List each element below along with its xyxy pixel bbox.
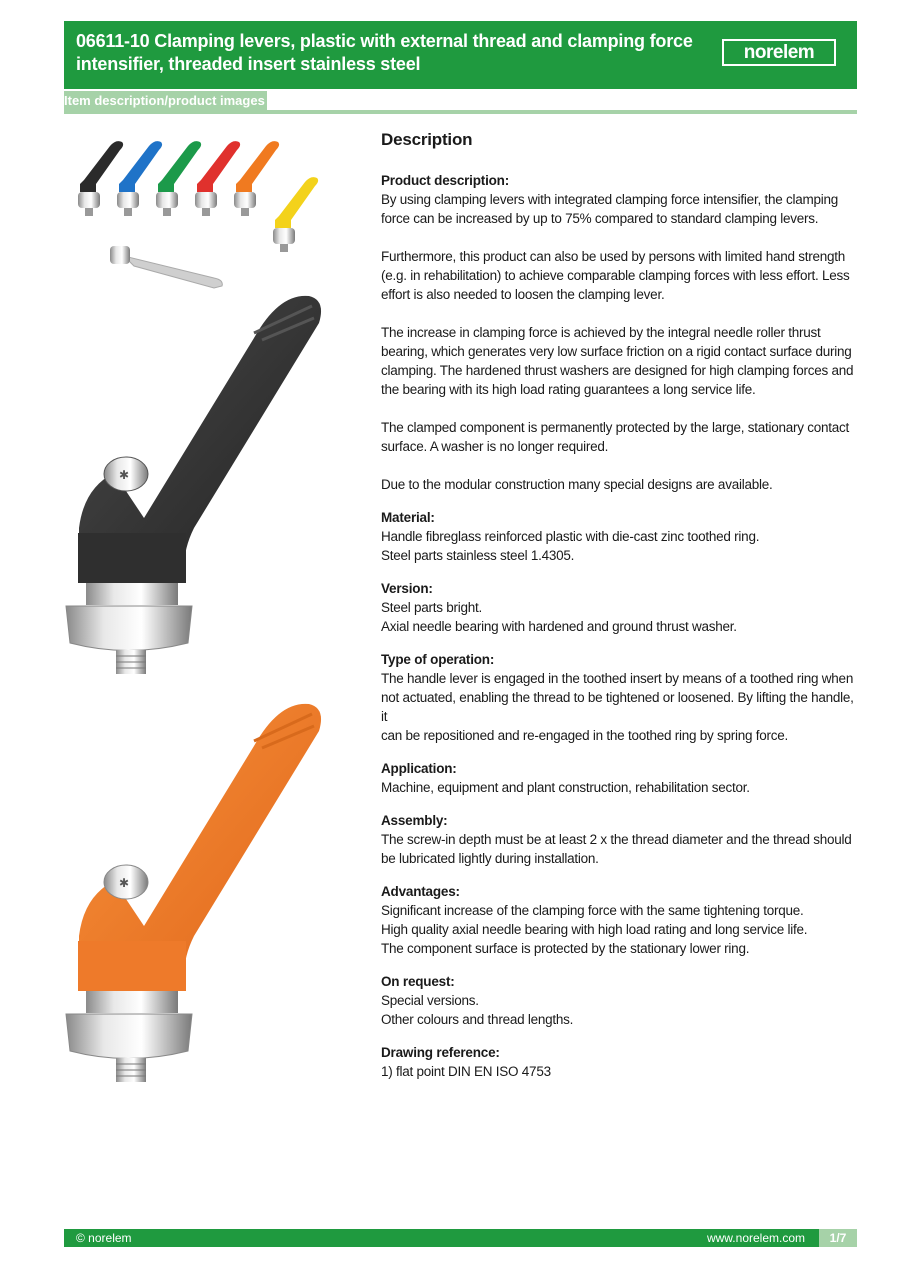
section-heading: Drawing reference: bbox=[381, 1045, 500, 1060]
section-paragraph bbox=[381, 598, 859, 636]
black-lever-image bbox=[66, 296, 321, 674]
text-line: force can be increased by up to 75% compared to standard clamping levers. bbox=[381, 211, 819, 226]
mini-lever-grey bbox=[110, 246, 222, 288]
page-title: 06611-10 Clamping levers, plastic with external thread and clamping force intensifier, threaded insert stainless steel bbox=[76, 31, 693, 74]
orange-lever-image bbox=[66, 704, 321, 1082]
description-title: Description bbox=[381, 130, 473, 149]
text-line: Machine, equipment and plant construction, rehabilitation sector. bbox=[381, 780, 750, 795]
text-line: The component surface is protected by the stationary lower ring. bbox=[381, 941, 750, 956]
section-heading: Assembly: bbox=[381, 813, 448, 828]
text-line: 1) flat point DIN EN ISO 4753 bbox=[381, 1064, 551, 1079]
product-images-canvas bbox=[64, 128, 324, 1108]
text-line: By using clamping levers with integrated clamping force intensifier, the clamping bbox=[381, 192, 838, 207]
section-paragraph bbox=[381, 323, 859, 399]
page-number: 1/7 bbox=[819, 1229, 857, 1247]
footer-copyright: © norelem bbox=[76, 1231, 132, 1245]
mini-lever-yellow bbox=[273, 177, 318, 252]
text-line: Special versions. bbox=[381, 993, 479, 1008]
text-line: Furthermore, this product can also be used by persons with limited hand strength bbox=[381, 249, 846, 264]
description-section bbox=[381, 171, 859, 494]
mini-lever-green bbox=[156, 141, 201, 216]
section-paragraph bbox=[381, 1062, 859, 1081]
text-line: can be repositioned and re-engaged in the toothed ring by spring force. bbox=[381, 728, 789, 743]
section-paragraph bbox=[381, 190, 859, 228]
page-footer bbox=[64, 1229, 857, 1247]
section-paragraph bbox=[381, 991, 859, 1029]
description-section bbox=[381, 508, 859, 565]
section-paragraph bbox=[381, 778, 859, 797]
description-section bbox=[381, 1043, 859, 1081]
text-line: The handle lever is engaged in the toothed insert by means of a toothed ring when bbox=[381, 671, 854, 686]
text-line: The clamped component is permanently protected by the large, stationary contact bbox=[381, 420, 850, 435]
section-heading: Application: bbox=[381, 761, 457, 776]
mini-lever-red bbox=[195, 141, 240, 216]
section-heading: Type of operation: bbox=[381, 652, 495, 667]
description-section bbox=[381, 579, 859, 636]
section-heading: Advantages: bbox=[381, 884, 460, 899]
description-section bbox=[381, 650, 859, 745]
text-line: Other colours and thread lengths. bbox=[381, 1012, 574, 1027]
section-paragraph bbox=[381, 901, 859, 958]
description-section bbox=[381, 882, 859, 958]
text-line: not actuated, enabling the thread to be tightened or loosened. By lifting the handle, it bbox=[381, 690, 854, 724]
page-header bbox=[64, 21, 857, 89]
svg-text:✱: ✱ bbox=[119, 468, 130, 482]
text-line: surface. A washer is no longer required. bbox=[381, 439, 609, 454]
text-line: Steel parts stainless steel 1.4305. bbox=[381, 548, 575, 563]
text-line: Axial needle bearing with hardened and ground thrust washer. bbox=[381, 619, 737, 634]
text-line: High quality axial needle bearing with high load rating and long service life. bbox=[381, 922, 808, 937]
text-line: Due to the modular construction many special designs are available. bbox=[381, 477, 773, 492]
description-section bbox=[381, 759, 859, 797]
norelem-logo: norelem bbox=[722, 39, 836, 66]
text-line: clamping. The hardened thrust washers are designed for high clamping forces and bbox=[381, 363, 854, 378]
text-line: The screw-in depth must be at least 2 x the thread diameter and the thread should bbox=[381, 832, 852, 847]
text-line: bearing, which generates very low surface friction on a rigid contact surface during bbox=[381, 344, 852, 359]
mini-lever-blue bbox=[117, 141, 162, 216]
section-paragraph bbox=[381, 527, 859, 565]
section-heading: On request: bbox=[381, 974, 455, 989]
section-paragraph bbox=[381, 247, 859, 304]
section-heading: Product description: bbox=[381, 173, 510, 188]
section-heading: Version: bbox=[381, 581, 433, 596]
description-sections bbox=[381, 171, 859, 1081]
description-section bbox=[381, 811, 859, 868]
section-paragraph bbox=[381, 475, 859, 494]
text-line: be lubricated lightly during installation. bbox=[381, 851, 599, 866]
mini-lever-orange bbox=[234, 141, 279, 216]
text-line: Handle fibreglass reinforced plastic with die-cast zinc toothed ring. bbox=[381, 529, 760, 544]
description-section bbox=[381, 972, 859, 1029]
section-paragraph bbox=[381, 830, 859, 868]
text-line: Significant increase of the clamping force with the same tightening torque. bbox=[381, 903, 804, 918]
text-line: the bearing with its high load rating guarantees a long service life. bbox=[381, 382, 756, 397]
text-line: effort is also needed to loosen the clamping lever. bbox=[381, 287, 665, 302]
section-paragraph bbox=[381, 669, 859, 745]
section-heading: Material: bbox=[381, 510, 435, 525]
text-line: Steel parts bright. bbox=[381, 600, 483, 615]
text-line: (e.g. in rehabilitation) to achieve comparable clamping forces with less effort. Less bbox=[381, 268, 850, 283]
mini-lever-black bbox=[78, 141, 123, 216]
product-images bbox=[64, 128, 324, 1108]
colour-variants-image bbox=[78, 141, 318, 288]
svg-text:✱: ✱ bbox=[119, 876, 130, 890]
section-paragraph bbox=[381, 418, 859, 456]
description-column bbox=[381, 128, 859, 1095]
footer-url[interactable]: www.norelem.com bbox=[706, 1231, 805, 1245]
section-label: Item description/product images bbox=[64, 91, 267, 111]
text-line: The increase in clamping force is achieved by the integral needle roller thrust bbox=[381, 325, 821, 340]
